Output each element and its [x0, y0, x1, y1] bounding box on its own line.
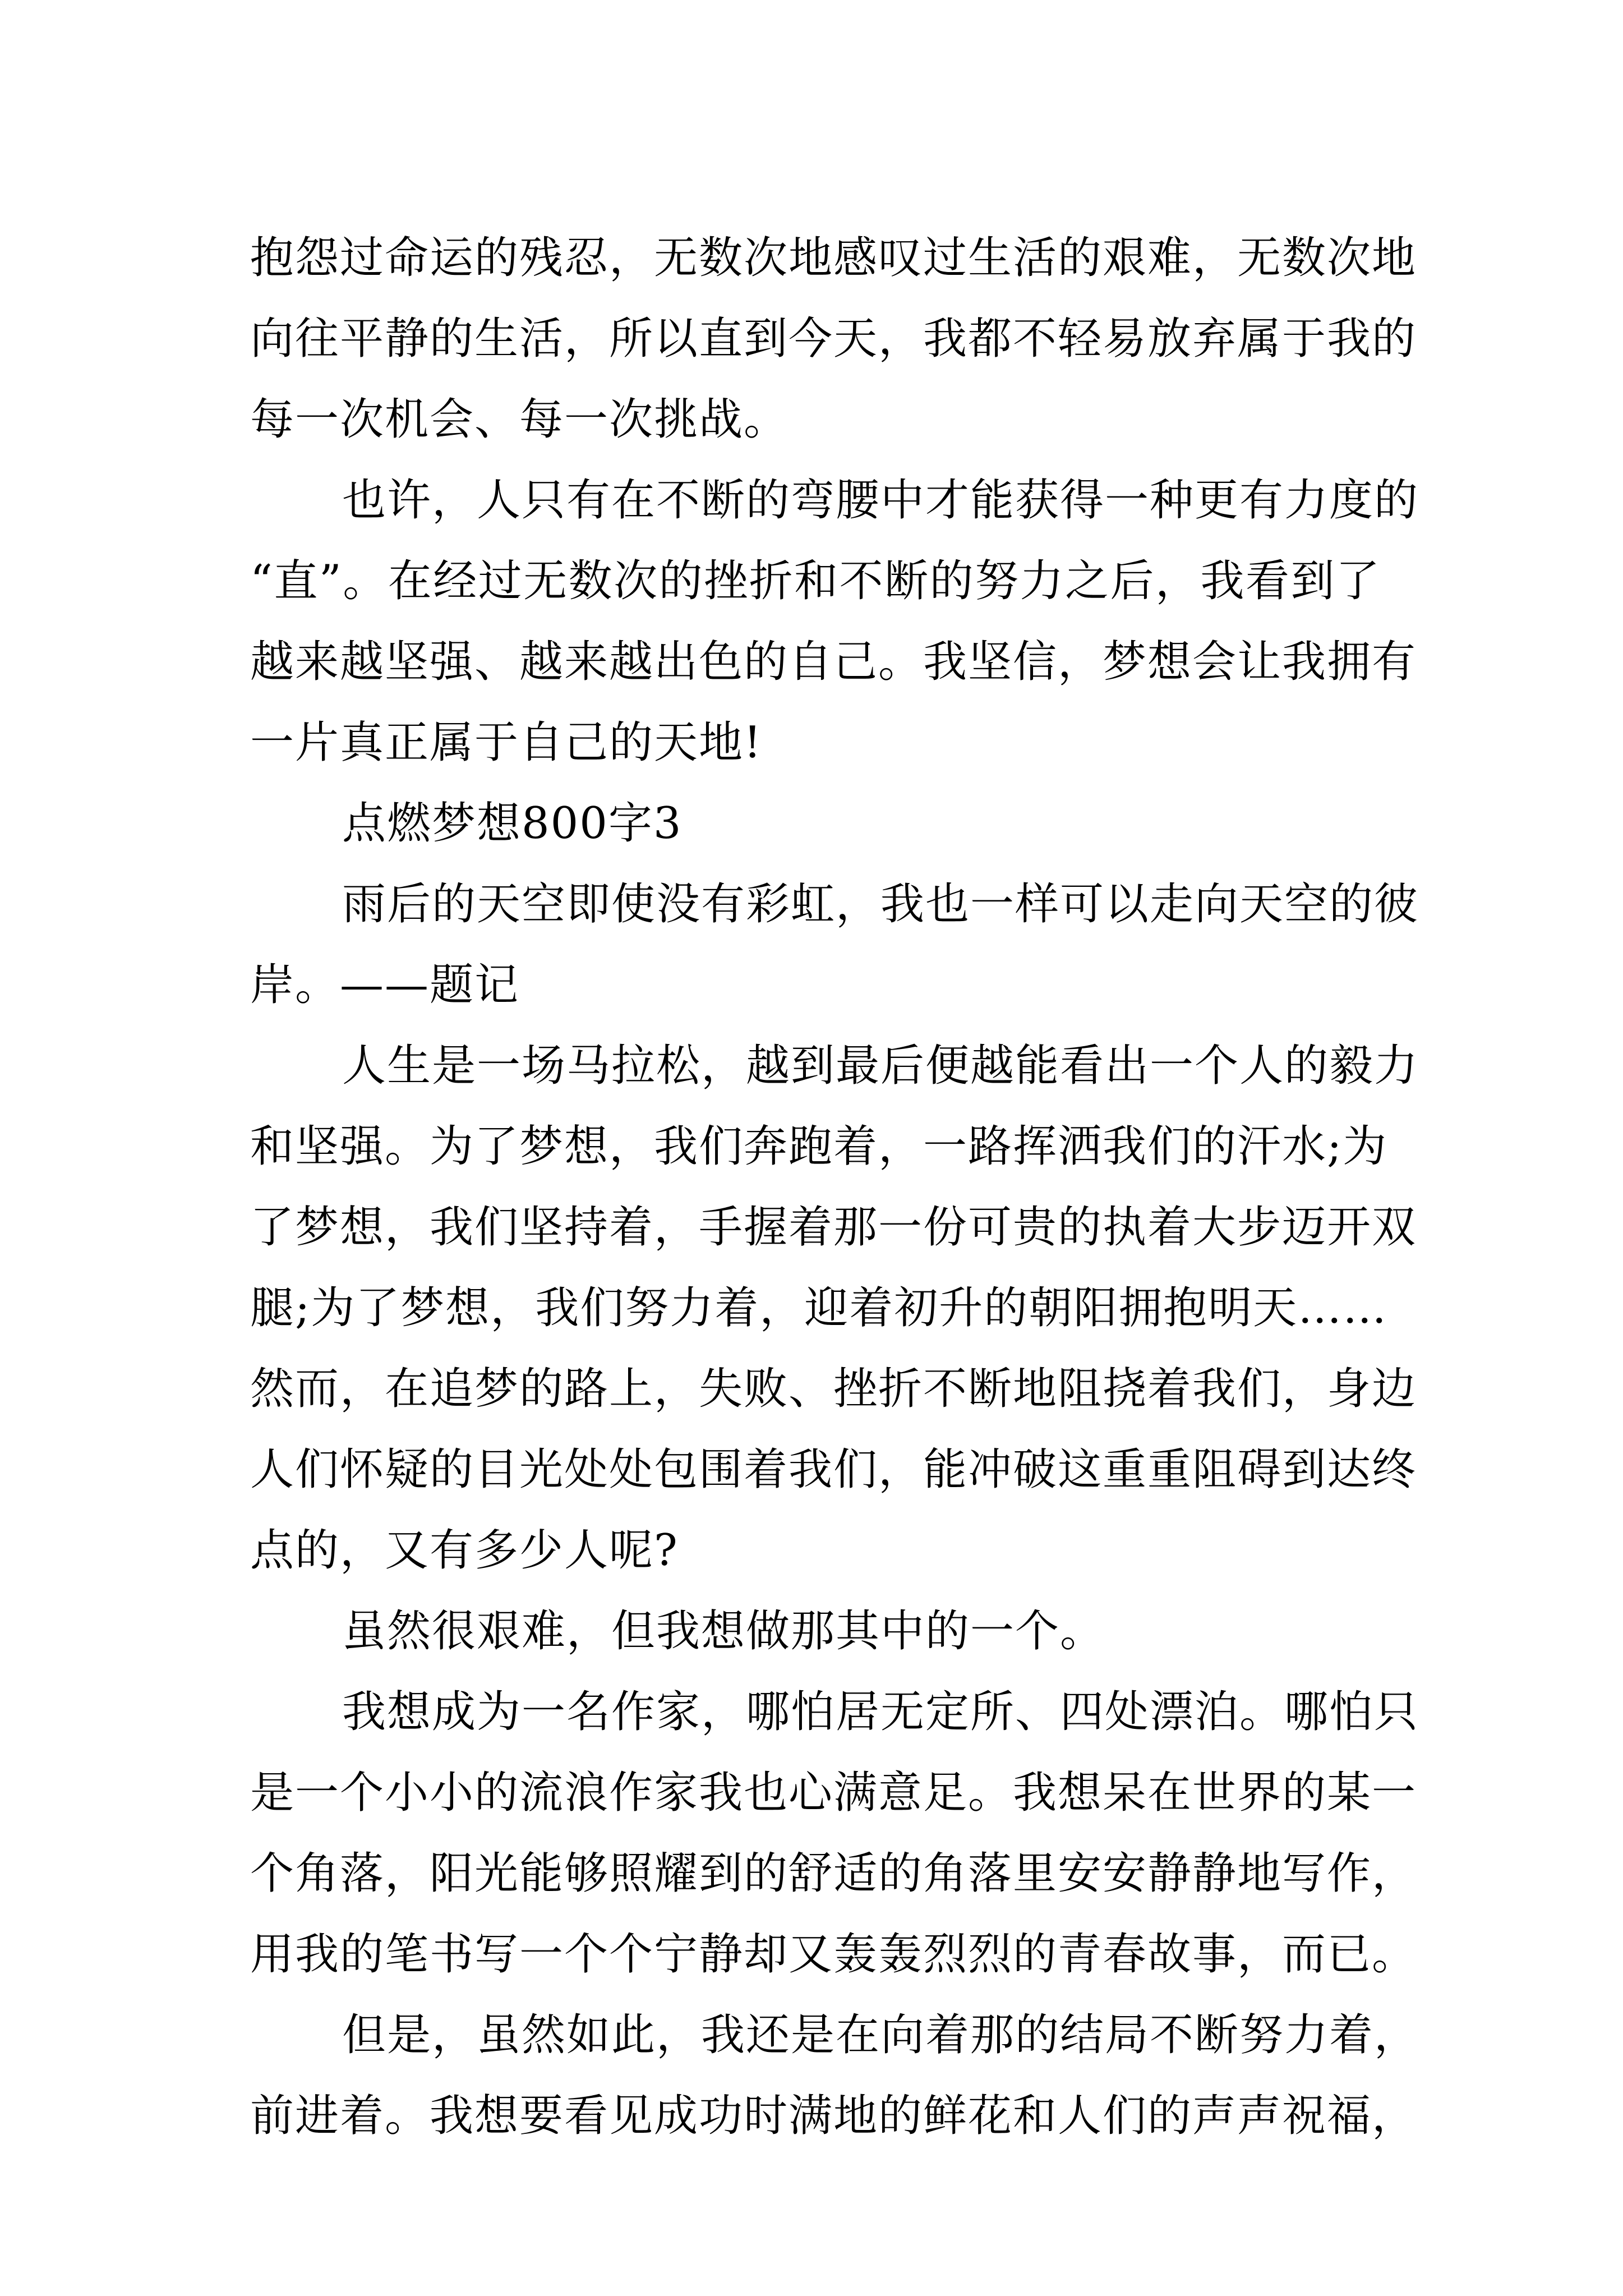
text-line: 抱怨过命运的残忍，无数次地感叹过生活的艰难，无数次地 — [250, 233, 1417, 283]
text-line: 和坚强。为了梦想，我们奔跑着，一路挥洒我们的汗水;为 — [250, 1121, 1388, 1172]
text-line: 一片真正属于自己的天地! — [250, 717, 763, 768]
text-line: 然而，在追梦的路上，失败、挫折不断地阻挠着我们，身边 — [250, 1364, 1417, 1414]
paragraph-start-line: 人生是一场马拉松，越到最后便越能看出一个人的毅力 — [342, 1041, 1419, 1091]
text-line: 越来越坚强、越来越出色的自己。我坚信，梦想会让我拥有 — [250, 637, 1417, 687]
text-line: 个角落，阳光能够照耀到的舒适的角落里安安静静地写作， — [250, 1848, 1417, 1899]
text-line: 了梦想，我们坚持着，手握着那一份可贵的执着大步迈开双 — [250, 1202, 1417, 1253]
text-line: 每一次机会、每一次挑战。 — [250, 394, 789, 445]
section-heading: 点燃梦想800字3 — [342, 798, 683, 849]
text-line: 向往平静的生活，所以直到今天，我都不轻易放弃属于我的 — [250, 314, 1417, 364]
text-line: 前进着。我想要看见成功时满地的鲜花和人们的声声祝福， — [250, 2091, 1417, 2141]
paragraph-start-line: 我想成为一名作家，哪怕居无定所、四处漂泊。哪怕只 — [342, 1687, 1419, 1737]
document-body — [250, 218, 1419, 2156]
text-line: 用我的笔书写一个个宁静却又轰轰烈烈的青春故事，而已。 — [250, 1929, 1417, 1980]
paragraph-start-line: 但是，虽然如此，我还是在向着那的结局不断努力着， — [342, 2010, 1419, 2060]
paragraph-start-line: 虽然很艰难，但我想做那其中的一个。 — [342, 1606, 1105, 1657]
paragraph-start-line: 也许，人只有在不断的弯腰中才能获得一种更有力度的 — [342, 475, 1419, 526]
paragraph-start-line: 雨后的天空即使没有彩虹，我也一样可以走向天空的彼 — [342, 879, 1419, 930]
text-line: 人们怀疑的目光处处包围着我们，能冲破这重重阻碍到达终 — [250, 1444, 1417, 1495]
text-line: 腿;为了梦想，我们努力着，迎着初升的朝阳拥抱明天…… — [250, 1283, 1388, 1333]
text-line: 点的，又有多少人呢? — [250, 1525, 679, 1576]
text-line: “直”。在经过无数次的挫折和不断的努力之后，我看到了 — [250, 556, 1381, 606]
text-line: 岸。——题记 — [250, 960, 520, 1010]
text-line: 是一个小小的流浪作家我也心满意足。我想呆在世界的某一 — [250, 1768, 1417, 1818]
